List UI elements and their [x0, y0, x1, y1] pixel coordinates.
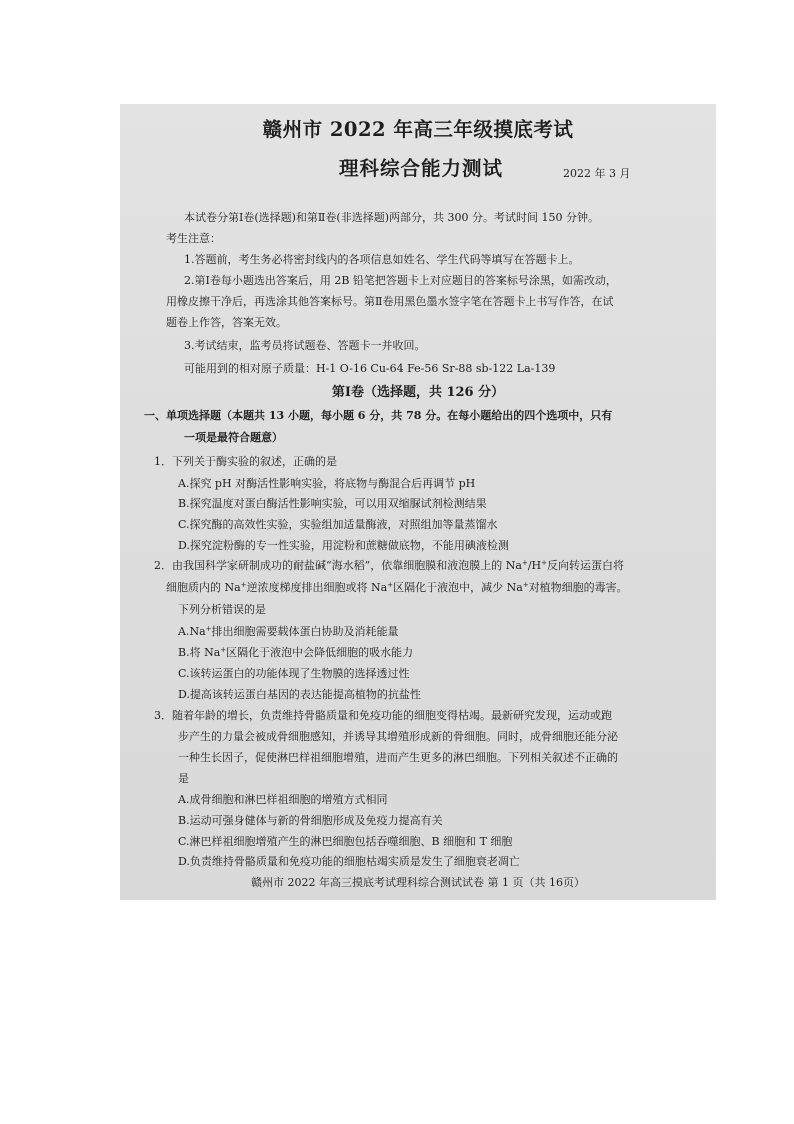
q2-l1-text-a: 2．由我国科学家研制成功的耐盐碱“海水稻”，依靠细胞膜和液泡膜上的 Na — [154, 559, 522, 572]
exam-title: 赣州市 2022 年高三年级摸底考试 — [262, 118, 574, 141]
instruction-item-2-line3: 题卷上作答，答案无效。 — [166, 316, 287, 329]
q2-option-a — [178, 626, 399, 637]
instruction-item-2-line1: 2.第Ⅰ卷每小题选出答案后，用 2B 铅笔把答题卡上对应题目的答案标号涂黑，如需改动， — [184, 274, 617, 287]
q2-l2-sup-2: + — [387, 581, 394, 589]
q2-l2-text-b: 逆浓度梯度排出细胞或将 Na — [246, 581, 388, 594]
exam-page-content — [120, 104, 716, 900]
q3-option-c: C.淋巴样祖细胞增殖产生的淋巴细胞包括吞噬细胞、B 细胞和 T 细胞 — [178, 835, 513, 848]
q3-option-a: A.成骨细胞和淋巴样祖细胞的增殖方式相同 — [178, 793, 388, 806]
q1-option-c: C.探究酶的高效性实验，实验组加适量酶液，对照组加等量蒸馏水 — [178, 518, 498, 531]
q2-b-text-pre: B.将 Na — [178, 646, 221, 659]
atomic-masses: 可能用到的相对原子质量：H-1 O-16 Cu-64 Fe-56 Sr-88 sb-122 La-139 — [184, 362, 556, 375]
instruction-item-3: 3.考试结束，监考员将试题卷、答题卡一并收回。 — [184, 339, 426, 352]
q2-stem-line2 — [166, 582, 628, 593]
q2-l2-text-a: 细胞质内的 Na — [166, 581, 241, 594]
q2-b-sup: + — [220, 646, 227, 654]
q3-stem-line2: 步产生的力量会被成骨细胞感知，并诱导其增殖形成新的骨细胞。同时，成骨细胞还能分泌 — [178, 730, 618, 743]
q2-l1-text-c: 反向转运蛋白将 — [547, 559, 624, 572]
page-footer: 赣州市 2022 年高三摸底考试理科综合测试试卷 第 1 页（共 16页） — [251, 876, 585, 889]
q3-stem-line1: 3．随着年龄的增长，负责维持骨骼质量和免疫功能的细胞变得枯竭。最新研究发现，运动或跑 — [154, 709, 612, 722]
section1-title: 第Ⅰ卷（选择题，共 126 分） — [331, 385, 505, 400]
instruction-item-2-line2: 用橡皮擦干净后，再选涂其他答案标号。第Ⅱ卷用黑色墨水签字笔在答题卡上书写作答，在试 — [166, 295, 614, 308]
q2-l1-text-b: /H — [527, 559, 542, 572]
q3-stem-line3: 一种生长因子，促使淋巴样祖细胞增殖，进而产生更多的淋巴细胞。下列相关叙述不正确的 — [178, 751, 618, 764]
q2-stem-line1 — [154, 560, 624, 571]
q2-l2-text-d: 对植物细胞的毒害。 — [528, 581, 628, 594]
q2-option-c: C.该转运蛋白的功能体现了生物膜的选择透过性 — [178, 667, 410, 680]
exam-date: 2022 年 3 月 — [563, 167, 631, 180]
section1-heading-line2: 一项是最符合题意） — [184, 431, 283, 444]
q2-l2-sup-3: + — [522, 581, 529, 589]
q2-a-sup: + — [205, 625, 212, 633]
q3-option-d: D.负责维持骨骼质量和免疫功能的细胞枯竭实质是发生了细胞衰老凋亡 — [178, 855, 520, 868]
q2-l1-sup-2: + — [541, 559, 547, 567]
notice-label: 考生注意： — [166, 232, 221, 245]
q2-option-b — [178, 647, 413, 658]
q2-l1-sup-1: + — [521, 559, 528, 567]
q2-l2-text-c: 区隔化于液泡中，减少 Na — [393, 581, 523, 594]
q2-l2-sup-1: + — [240, 581, 247, 589]
q1-stem: 1．下列关于酶实验的叙述，正确的是 — [154, 455, 337, 468]
q2-option-d: D.提高该转运蛋白基因的表达能提高植物的抗盐性 — [178, 688, 421, 701]
q3-stem-line4: 是 — [178, 772, 189, 785]
q2-a-text-pre: A.Na — [178, 625, 206, 638]
exam-page-photo — [120, 104, 716, 900]
q2-a-text-post: 排出细胞需要载体蛋白协助及消耗能量 — [211, 625, 399, 638]
instructions-intro: 本试卷分第Ⅰ卷(选择题)和第Ⅱ卷(非选择题)两部分，共 300 分。考试时间 150 分钟。 — [184, 211, 599, 224]
section1-heading-line1: 一、单项选择题（本题共 13 小题，每小题 6 分，共 78 分。在每小题给出的四个选项中，只有 — [144, 409, 613, 422]
q1-option-d: D.探究淀粉酶的专一性实验，用淀粉和蔗糖做底物，不能用碘液检测 — [178, 539, 509, 552]
q1-option-a: A.探究 pH 对酶活性影响实验，将底物与酶混合后再调节 pH — [178, 477, 476, 490]
instruction-item-1: 1.答题前，考生务必将密封线内的各项信息如姓名、学生代码等填写在答题卡上。 — [184, 253, 580, 266]
q1-option-b: B.探究温度对蛋白酶活性影响实验，可以用双缩脲试剂检测结果 — [178, 497, 487, 510]
q2-b-text-post: 区隔化于液泡中会降低细胞的吸水能力 — [226, 646, 414, 659]
q3-option-b: B.运动可强身健体与新的骨细胞形成及免疫力提高有关 — [178, 814, 443, 827]
q2-stem-line3: 下列分析错误的是 — [178, 603, 266, 616]
exam-subtitle: 理科综合能力测试 — [339, 157, 504, 180]
